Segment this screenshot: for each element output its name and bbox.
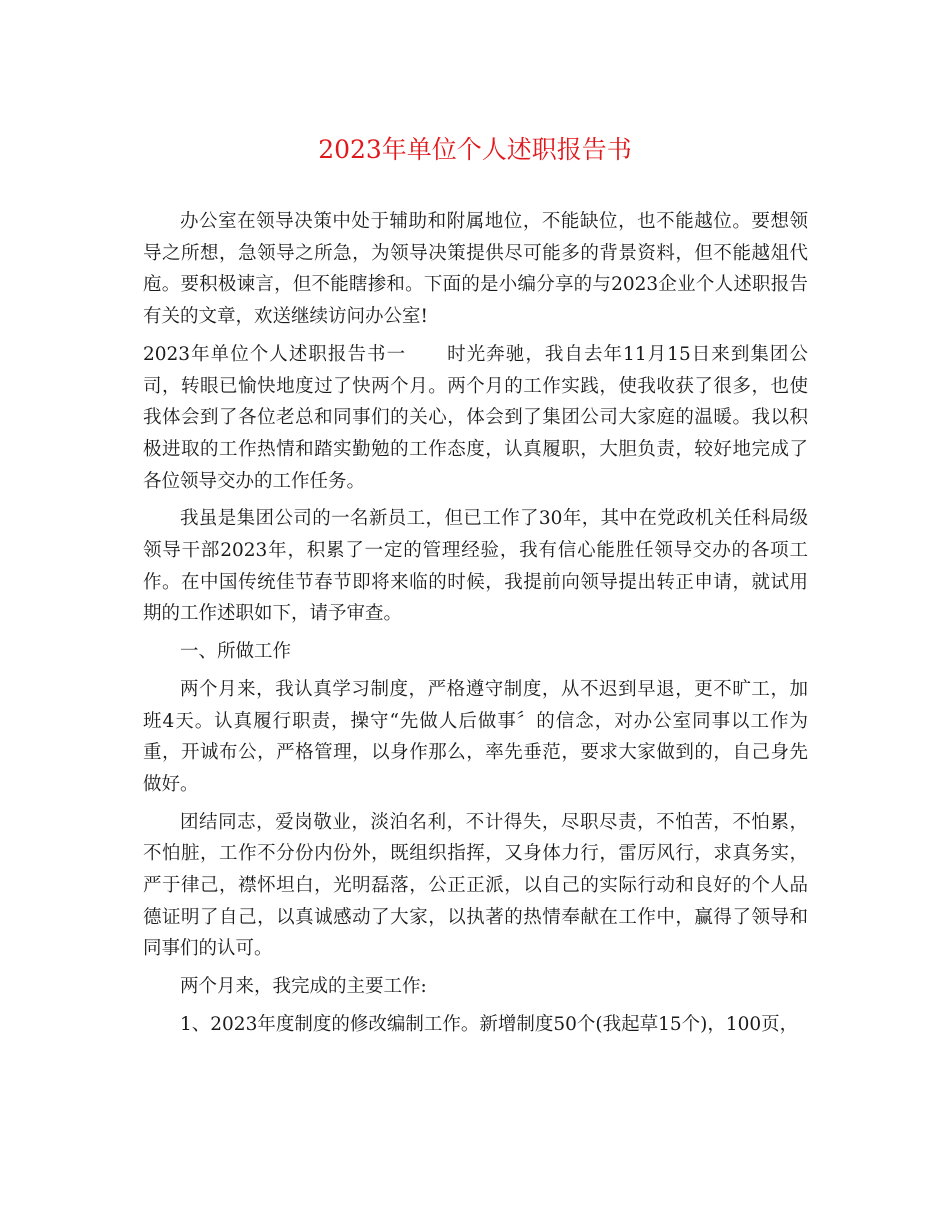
document-body <box>143 206 808 1041</box>
paragraph-main-work-intro: 两个月来，我完成的主要工作: <box>180 976 427 998</box>
report-body: 时光奔驰，我自去年11月15日来到集团公司，转眼已愉快地度过了快两个月。两个月的工作实践，使我收获了很多，也使我体会到了各位老总和同事们的关心，体会到了集团公司大家庭的温暖。我以积极进取的工作热情和踏实勤勉的工作态度，认真履职，大胆负责，较好地完成了各位领导交办的工作任务。 <box>143 343 808 492</box>
paragraph-report-one <box>143 339 808 498</box>
report-heading: 2023年单位个人述职报告书一 <box>143 343 407 365</box>
paragraph-teamwork: 团结同志，爱岗敬业，淡泊名利，不计得失，尽职尽责，不怕苦，不怕累，不怕脏，工作不分份内份外，既组织指挥，又身体力行，雷厉风行，求真务实，严于律己，襟怀坦白，光明磊落，公正正派，以自己的实际行动和良好的个人品德证明了自己，以真诚感动了大家，以执著的热情奉献在工作中，赢得了领导和同事们的认可。 <box>143 811 808 960</box>
paragraph-intro: 办公室在领导决策中处于辅助和附属地位，不能缺位，也不能越位。要想领导之所想，急领导之所急，为领导决策提供尽可能多的背景资料，但不能越俎代庖。要积极谏言，但不能瞎掺和。下面的是小编分享的与2023企业个人述职报告有关的文章，欢送继续访问办公室! <box>143 211 808 328</box>
paragraph-item-1: 1、2023年度制度的修改编制工作。新增制度50个(我起草15个)，100页， <box>180 1013 799 1035</box>
paragraph-discipline: 两个月来，我认真学习制度，严格遵守制度，从不迟到早退，更不旷工，加班4天。认真履行职责，操守“先做人后做事〞的信念，对办公室同事以工作为重，开诚布公，严格管理，以身作那么，率先垂范，要求大家做到的，自己身先做好。 <box>143 678 808 795</box>
section-heading-work-done: 一、所做工作 <box>180 641 292 663</box>
document-title: 2023年单位个人述职报告书 <box>318 135 632 164</box>
paragraph-new-employee: 我虽是集团公司的一名新员工，但已工作了30年，其中在党政机关任科局级领导干部2023年，积累了一定的管理经验，我有信心能胜任领导交办的各项工作。在中国传统佳节春节即将来临的时候，我提前向领导提出转正申请，就试用期的工作述职如下，请予审查。 <box>143 508 808 625</box>
